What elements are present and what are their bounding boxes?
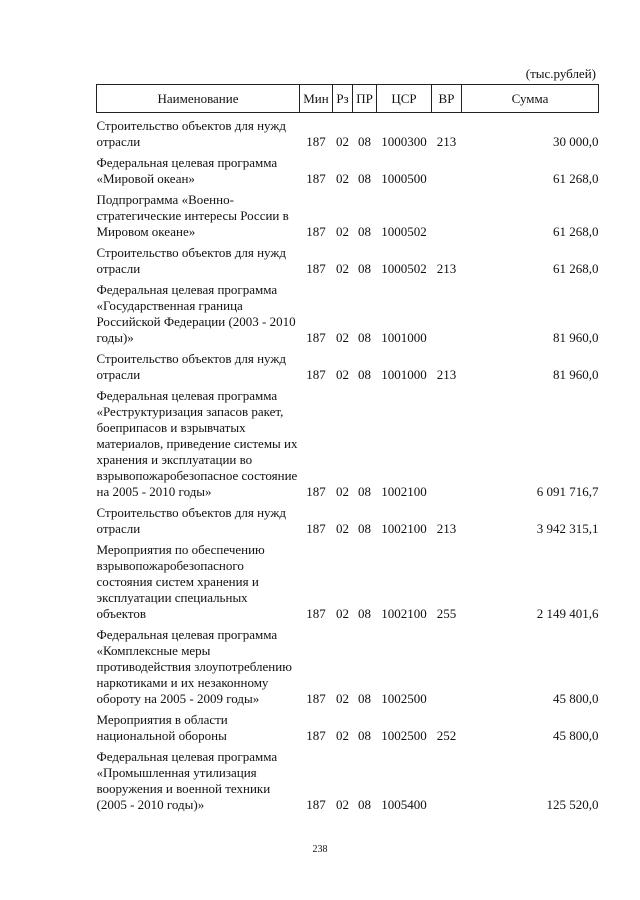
cell-pr: 08 bbox=[358, 261, 371, 276]
cell-vr bbox=[432, 187, 462, 240]
cell-csr: 1000502 bbox=[381, 261, 427, 276]
cell-name: Строительство объектов для нужд отрасли bbox=[96, 505, 286, 536]
cell-sum: 45 800,0 bbox=[553, 691, 599, 706]
header-name: Наименование bbox=[97, 85, 300, 113]
cell-vr: 213 bbox=[436, 261, 457, 276]
cell-vr: 213 bbox=[436, 367, 457, 382]
header-csr: ЦСР bbox=[377, 85, 432, 113]
header-sum: Сумма bbox=[462, 85, 599, 113]
cell-pr: 08 bbox=[358, 484, 371, 499]
cell-pr: 08 bbox=[358, 367, 371, 382]
cell-csr: 1000502 bbox=[381, 224, 427, 239]
cell-vr bbox=[432, 744, 462, 813]
cell-min: 187 bbox=[306, 134, 326, 149]
cell-rz: 02 bbox=[336, 367, 349, 382]
cell-pr: 08 bbox=[358, 797, 371, 812]
cell-rz: 02 bbox=[336, 261, 349, 276]
cell-vr: 213 bbox=[436, 134, 457, 149]
cell-name: Федеральная целевая программа «Промышленная утилизация вооружения и военной техники (2005 - 2010 годы)» bbox=[96, 749, 278, 812]
cell-sum: 30 000,0 bbox=[553, 134, 599, 149]
table-row bbox=[97, 346, 599, 383]
cell-csr: 1005400 bbox=[381, 797, 427, 812]
cell-sum: 3 942 315,1 bbox=[536, 521, 599, 536]
cell-sum: 61 268,0 bbox=[553, 171, 599, 186]
cell-sum: 2 149 401,6 bbox=[536, 606, 599, 621]
cell-csr: 1000500 bbox=[381, 171, 427, 186]
cell-pr: 08 bbox=[358, 606, 371, 621]
cell-min: 187 bbox=[306, 367, 326, 382]
table-row bbox=[97, 277, 599, 346]
cell-vr bbox=[432, 277, 462, 346]
cell-vr: 255 bbox=[436, 606, 457, 621]
cell-pr: 08 bbox=[358, 171, 371, 186]
cell-rz: 02 bbox=[336, 606, 349, 621]
cell-csr: 1001000 bbox=[381, 367, 427, 382]
cell-name: Федеральная целевая программа «Государственная граница Российской Федерации (2003 - 2010 годы)» bbox=[96, 282, 296, 345]
table-row bbox=[97, 383, 599, 500]
table-row bbox=[97, 187, 599, 240]
cell-rz: 02 bbox=[336, 521, 349, 536]
cell-name: Строительство объектов для нужд отрасли bbox=[96, 351, 286, 382]
cell-name: Федеральная целевая программа «Реструктуризация запасов ракет, боеприпасов и взрывчатых материалов, приведение системы их хранения и эксплуатации во взрывопожаробезопасное состояние на 2005 - 2010 годы» bbox=[96, 388, 298, 499]
cell-csr: 1002100 bbox=[381, 521, 427, 536]
cell-name: Строительство объектов для нужд отрасли bbox=[96, 118, 286, 149]
cell-min: 187 bbox=[306, 691, 326, 706]
cell-min: 187 bbox=[306, 261, 326, 276]
table-row bbox=[97, 707, 599, 744]
cell-min: 187 bbox=[306, 606, 326, 621]
header-min: Мин bbox=[300, 85, 333, 113]
cell-vr: 252 bbox=[436, 728, 457, 743]
cell-min: 187 bbox=[306, 728, 326, 743]
cell-rz: 02 bbox=[336, 330, 349, 345]
cell-vr: 213 bbox=[436, 521, 457, 536]
cell-csr: 1002500 bbox=[381, 728, 427, 743]
cell-pr: 08 bbox=[358, 224, 371, 239]
cell-min: 187 bbox=[306, 224, 326, 239]
cell-min: 187 bbox=[306, 797, 326, 812]
header-rz: Рз bbox=[333, 85, 353, 113]
header-pr: ПР bbox=[353, 85, 377, 113]
table-row bbox=[97, 113, 599, 151]
cell-min: 187 bbox=[306, 330, 326, 345]
cell-pr: 08 bbox=[358, 134, 371, 149]
cell-csr: 1002100 bbox=[381, 606, 427, 621]
cell-csr: 1001000 bbox=[381, 330, 427, 345]
cell-min: 187 bbox=[306, 171, 326, 186]
cell-sum: 125 520,0 bbox=[546, 797, 599, 812]
table-row bbox=[97, 500, 599, 537]
cell-vr bbox=[432, 383, 462, 500]
table-body bbox=[97, 113, 599, 814]
cell-pr: 08 bbox=[358, 728, 371, 743]
units-label: (тыс.рублей) bbox=[525, 66, 596, 81]
cell-sum: 61 268,0 bbox=[553, 224, 599, 239]
cell-sum: 81 960,0 bbox=[553, 367, 599, 382]
cell-rz: 02 bbox=[336, 134, 349, 149]
table-row bbox=[97, 150, 599, 187]
cell-rz: 02 bbox=[336, 691, 349, 706]
table-row bbox=[97, 240, 599, 277]
cell-pr: 08 bbox=[358, 521, 371, 536]
cell-sum: 81 960,0 bbox=[553, 330, 599, 345]
page-number: 238 bbox=[312, 844, 328, 855]
budget-table bbox=[96, 84, 599, 813]
cell-name: Мероприятия в области национальной обороны bbox=[96, 712, 228, 743]
cell-name: Мероприятия по обеспечению взрывопожаробезопасного состояния систем хранения и эксплуатации специальных объектов bbox=[96, 542, 265, 621]
cell-sum: 6 091 716,7 bbox=[536, 484, 599, 499]
cell-name: Федеральная целевая программа «Мировой океан» bbox=[96, 155, 278, 186]
cell-rz: 02 bbox=[336, 224, 349, 239]
cell-min: 187 bbox=[306, 484, 326, 499]
cell-name: Строительство объектов для нужд отрасли bbox=[96, 245, 286, 276]
cell-csr: 1002100 bbox=[381, 484, 427, 499]
cell-name: Подпрограмма «Военно-стратегические интересы России в Мировом океане» bbox=[96, 192, 289, 239]
cell-vr bbox=[432, 150, 462, 187]
cell-rz: 02 bbox=[336, 484, 349, 499]
cell-pr: 08 bbox=[358, 691, 371, 706]
cell-rz: 02 bbox=[336, 171, 349, 186]
table-row bbox=[97, 622, 599, 707]
cell-vr bbox=[432, 622, 462, 707]
cell-pr: 08 bbox=[358, 330, 371, 345]
cell-min: 187 bbox=[306, 521, 326, 536]
table-header-row bbox=[97, 85, 599, 113]
cell-rz: 02 bbox=[336, 797, 349, 812]
cell-rz: 02 bbox=[336, 728, 349, 743]
cell-name: Федеральная целевая программа «Комплексные меры противодействия злоупотреблению наркотиками и их незаконному обороту на 2005 - 2009 годы» bbox=[96, 627, 292, 706]
table-row bbox=[97, 537, 599, 622]
cell-csr: 1002500 bbox=[381, 691, 427, 706]
cell-sum: 61 268,0 bbox=[553, 261, 599, 276]
header-vr: ВР bbox=[432, 85, 462, 113]
cell-sum: 45 800,0 bbox=[553, 728, 599, 743]
table-row bbox=[97, 744, 599, 813]
cell-csr: 1000300 bbox=[381, 134, 427, 149]
